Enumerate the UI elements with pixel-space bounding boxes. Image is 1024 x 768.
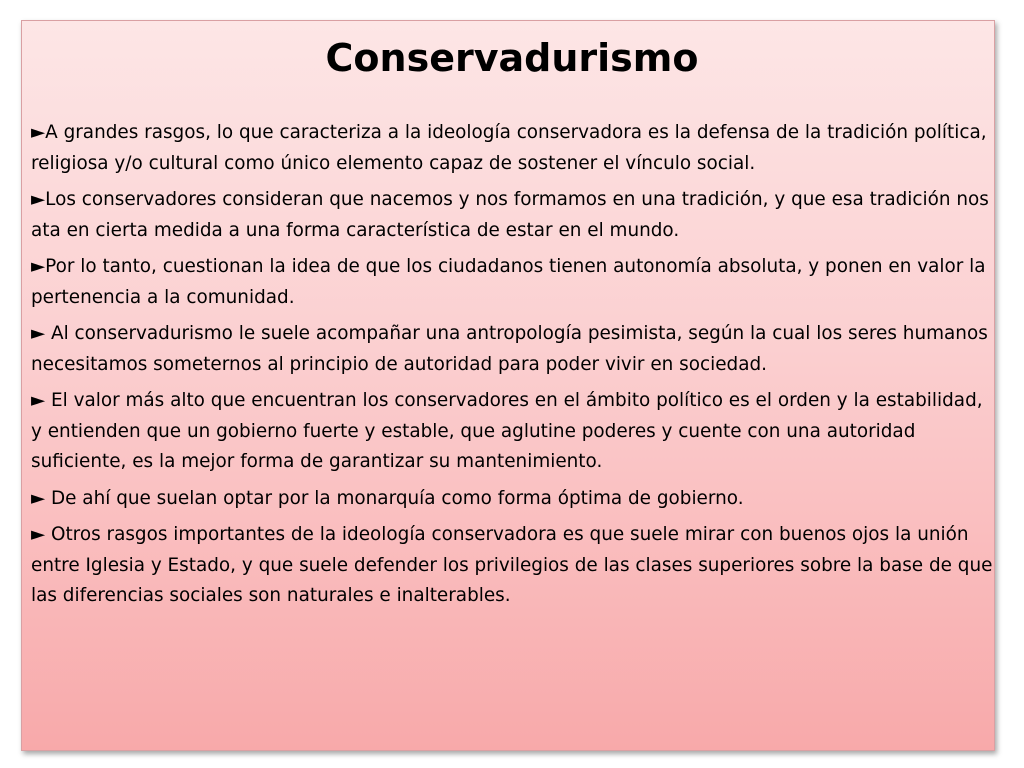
paragraph-formation: ►Los conservadores consideran que nacemos y nos formamos en una tradición, y que esa tradición nos ata en cierta medida a una forma característica de estar en el mundo. <box>31 189 989 241</box>
paragraph-order: ► El valor más alto que encuentran los conservadores en el ámbito político es el orden y la estabilidad, y entienden que un gobierno fuerte y estable, que aglutine poderes y cuente con una autoridad suficiente, es la mejor forma de garantizar su mantenimiento. <box>31 390 983 472</box>
paragraph-anthropology: ► Al conservadurismo le suele acompañar una antropología pesimista, según la cual los seres humanos necesitamos someternos al principio de autoridad para poder vivir en sociedad. <box>31 323 988 375</box>
paragraph-church-state: ► Otros rasgos importantes de la ideología conservadora es que suele mirar con buenos ojos la unión entre Iglesia y Estado, y que suele defender los privilegios de las clases superiores sobre la base de que las diferencias sociales son naturales e inalterables. <box>31 524 993 606</box>
slide-body <box>31 118 993 618</box>
paragraph-tradition: ►A grandes rasgos, lo que caracteriza a la ideología conservadora es la defensa de la tradición política, religiosa y/o cultural como único elemento capaz de sostener el vínculo social. <box>31 122 987 174</box>
paragraph-monarchy: ► De ahí que suelan optar por la monarquía como forma óptima de gobierno. <box>31 487 744 509</box>
slide-title: Conservadurismo <box>325 36 699 80</box>
paragraph-autonomy: ►Por lo tanto, cuestionan la idea de que los ciudadanos tienen autonomía absoluta, y ponen en valor la pertenencia a la comunidad. <box>31 256 986 308</box>
